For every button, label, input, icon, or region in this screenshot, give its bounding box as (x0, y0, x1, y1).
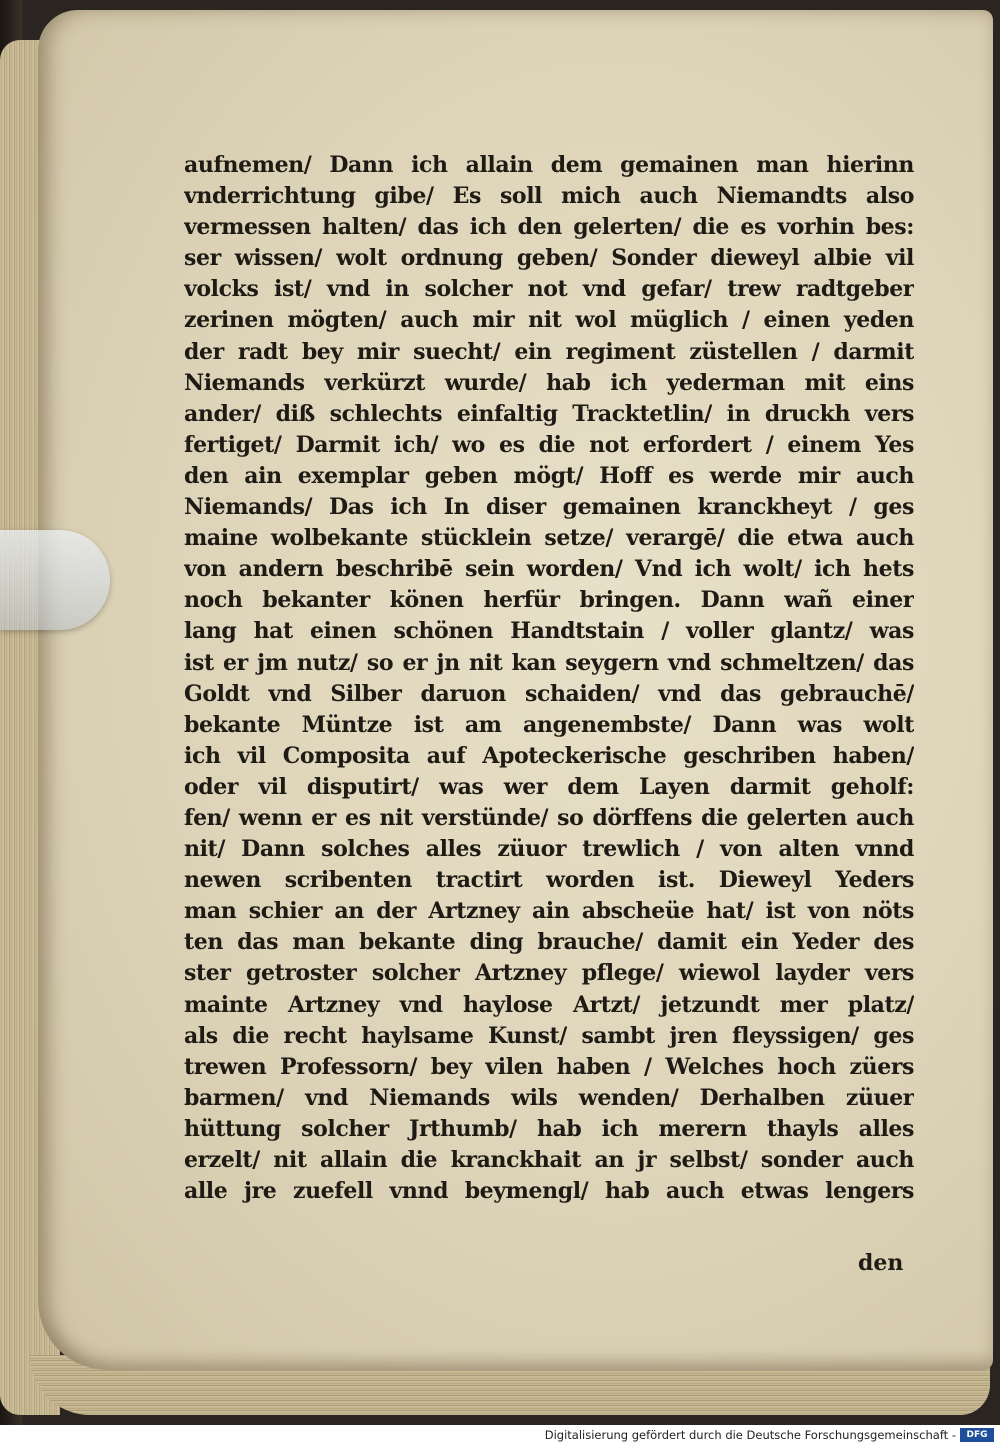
text-line: Niemands verkürzt wurde/ hab ich yederman mit eins (184, 369, 914, 396)
text-line: trewen Professorn/ bey vilen haben / Welches hoch züers (184, 1053, 914, 1080)
text-line: barmen/ vnd Niemands wils wenden/ Derhalben züuer (184, 1084, 914, 1111)
text-line: noch bekanter könen herfür bringen. Dann wañ einer (184, 587, 914, 614)
text-line: newen scribenten tractirt worden ist. Dieweyl Yeders (184, 867, 914, 894)
plastic-page-clip (0, 530, 110, 630)
text-line: Goldt vnd Silber daruon schaiden/ vnd das gebrauchē/ (184, 680, 914, 707)
catchword: den (858, 1250, 904, 1276)
text-line: hüttung solcher Jrthumb/ hab ich merern thayls alles (184, 1115, 914, 1142)
text-line: fertiget/ Darmit ich/ wo es die not erfordert / einem Yes (184, 431, 914, 458)
text-line: ander/ diß schlechts einfaltig Tracktetlin/ in druckh vers (184, 400, 914, 427)
dfg-logo: DFG (960, 1428, 994, 1442)
text-line: oder vil disputirt/ was wer dem Layen darmit geholf: (184, 773, 914, 800)
body-text (184, 150, 914, 1207)
text-line: ten das man bekante ding brauche/ damit ein Yeder des (184, 929, 914, 956)
text-line: vnderrichtung gibe/ Es soll mich auch Niemandts also (184, 183, 914, 210)
text-line: maine wolbekante stücklein setze/ verargē/ die etwa auch (184, 525, 914, 552)
text-line: vermessen halten/ das ich den gelerten/ die es vorhin bes: (184, 214, 914, 241)
text-line: volcks ist/ vnd in solcher not vnd gefar/ trew radtgeber (184, 276, 914, 303)
text-line: als die recht haylsame Kunst/ sambt jren fleyssigen/ ges (184, 1022, 914, 1049)
funding-credit: Digitalisierung gefördert durch die Deutsche Forschungsgemeinschaft - (544, 1428, 956, 1442)
text-line: bekante Müntze ist am angenembste/ Dann was wolt (184, 711, 914, 738)
text-line: ich vil Composita auf Apoteckerische geschriben haben/ (184, 742, 914, 769)
text-line: ser wissen/ wolt ordnung geben/ Sonder dieweyl albie vil (184, 245, 914, 272)
text-line: fen/ wenn er es nit verstünde/ so dörffens die gelerten auch (184, 804, 914, 831)
text-line: ist er jm nutz/ so er jn nit kan seygern vnd schmeltzen/ das (184, 649, 914, 676)
text-line: erzelt/ nit allain die kranckhait an jr selbst/ sonder auch (184, 1147, 914, 1173)
text-line: lang hat einen schönen Handtstain / voller glantz/ was (184, 618, 914, 645)
text-line: nit/ Dann solches alles züuor trewlich / von alten vnnd (184, 836, 914, 863)
text-line: aufnemen/ Dann ich allain dem gemainen man hierinn (184, 152, 914, 178)
text-line: zerinen mögten/ auch mir nit wol müglich / einen yeden (184, 307, 914, 334)
text-line: von andern beschribē sein worden/ Vnd ich wolt/ ich hets (184, 556, 914, 583)
footer-bar (0, 1425, 1000, 1445)
text-line: alle jre zuefell vnnd beymengl/ hab auch etwas lengers (184, 1178, 914, 1205)
text-line: der radt bey mir suecht/ ein regiment züstellen / darmit (184, 338, 914, 365)
text-line: Niemands/ Das ich In diser gemainen kranckheyt / ges (184, 494, 914, 521)
text-line: ster getroster solcher Artzney pflege/ wiewol layder vers (184, 960, 914, 987)
text-line: den ain exemplar geben mögt/ Hoff es werde mir auch (184, 462, 914, 489)
text-line: man schier an der Artzney ain abscheüe hat/ ist von nöts (184, 898, 914, 925)
text-line: mainte Artzney vnd haylose Artzt/ jetzundt mer platz/ (184, 991, 914, 1018)
